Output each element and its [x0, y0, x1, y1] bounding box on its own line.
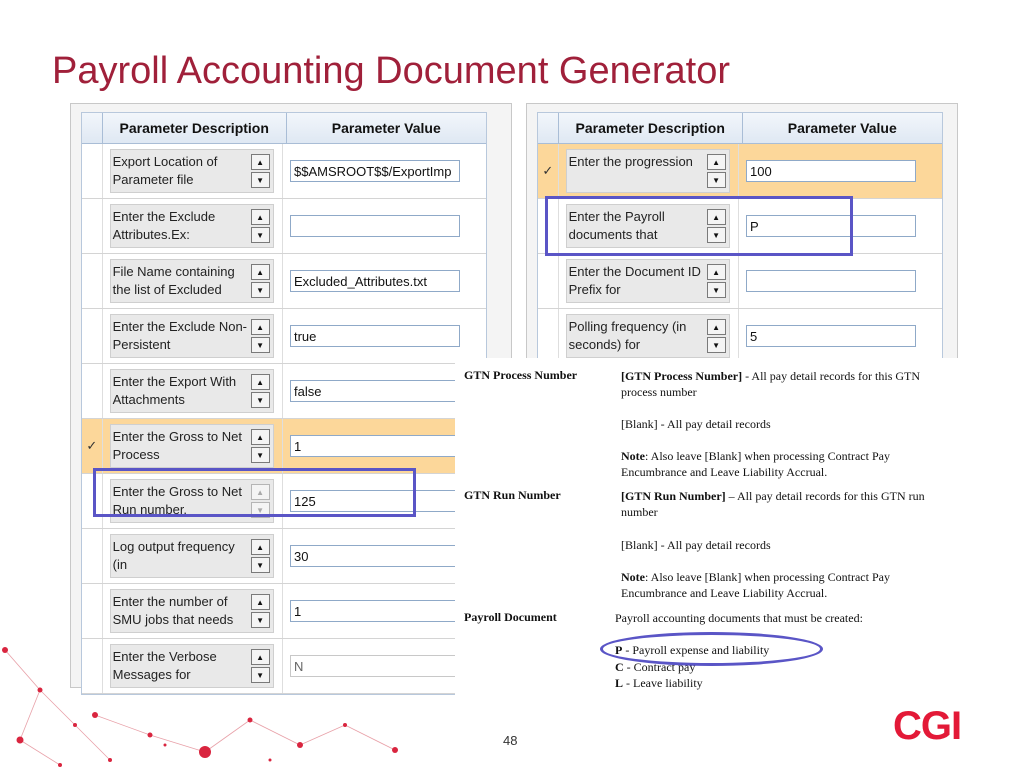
description-text: Polling frequency (in seconds) for [568, 319, 687, 352]
scroll-up-icon[interactable]: ▲ [251, 594, 270, 610]
description-box [110, 259, 274, 303]
left-grid-rows [82, 144, 486, 694]
left-col-header-description[interactable]: Parameter Description [103, 113, 287, 143]
doc-gtn-process-line1 [621, 368, 951, 400]
value-cell [739, 144, 942, 198]
right-grid-gutter-header [538, 113, 559, 143]
right-grid-header [538, 113, 942, 144]
page-number: 48 [503, 733, 518, 748]
scroll-down-icon[interactable]: ▼ [251, 612, 270, 628]
value-cell [283, 309, 486, 363]
scroll-down-icon[interactable]: ▼ [707, 227, 726, 243]
value-cell [283, 254, 486, 308]
value-cell [739, 254, 942, 308]
description-cell [103, 309, 283, 363]
scroll-down-icon[interactable]: ▼ [707, 282, 726, 298]
doc-option-text-l: - Leave liability [623, 676, 703, 690]
left-grid-table [81, 112, 487, 695]
doc-gtn-process-code: [GTN Process Number] [621, 369, 743, 383]
doc-gtn-process-note-text: : Also leave [Blank] when processing Contract Pay Encumbrance and Leave Liability Accrual. [621, 449, 890, 479]
doc-option-code-l: L [615, 676, 624, 690]
cgi-logo: CGI [893, 704, 962, 748]
scroll-up-icon[interactable]: ▲ [251, 649, 270, 665]
scroll-spinner [707, 154, 726, 188]
description-text: Log output frequency (in [112, 539, 235, 572]
doc-gtn-run-note-label: Note [621, 570, 645, 584]
scroll-down-icon[interactable]: ▼ [251, 282, 270, 298]
scroll-down-icon[interactable]: ▼ [251, 667, 270, 683]
description-text: Enter the Exclude Attributes.Ex: [112, 209, 216, 242]
scroll-up-icon[interactable]: ▲ [251, 209, 270, 225]
right-table-row[interactable] [538, 254, 942, 309]
doc-gtn-process-desc: - All pay detail records for this GTN process number [621, 369, 921, 399]
scroll-down-icon[interactable]: ▼ [251, 172, 270, 188]
description-text: Enter the Exclude Non-Persistent [112, 319, 248, 352]
scroll-spinner [251, 649, 270, 683]
scroll-down-icon[interactable]: ▼ [251, 337, 270, 353]
doc-label-payroll-document: Payroll Document [464, 610, 557, 624]
left-table-row[interactable] [82, 254, 486, 309]
left-table-row[interactable] [82, 144, 486, 199]
parameter-value-input[interactable]: 100 [746, 160, 916, 182]
scroll-spinner [707, 319, 726, 353]
value-cell [283, 144, 486, 198]
row-check-icon [82, 254, 103, 308]
right-col-header-value[interactable]: Parameter Value [787, 120, 897, 136]
scroll-down-icon[interactable]: ▼ [707, 337, 726, 353]
doc-option-code-c: C [615, 660, 624, 674]
doc-option-text-p: - Payroll expense and liability [622, 643, 770, 657]
description-cell [103, 364, 283, 418]
left-table-row[interactable] [82, 199, 486, 254]
scroll-spinner [251, 594, 270, 628]
right-table-row[interactable] [538, 144, 942, 199]
scroll-up-icon[interactable]: ▲ [251, 374, 270, 390]
right-col-header-description[interactable]: Parameter Description [559, 113, 743, 143]
row-check-icon [82, 309, 103, 363]
doc-payroll-intro: Payroll accounting documents that must be created: [615, 611, 863, 625]
left-col-header-value[interactable]: Parameter Value [331, 120, 441, 136]
scroll-down-icon[interactable]: ▼ [707, 172, 726, 188]
parameter-value-input[interactable]: false [290, 380, 460, 402]
left-table-row[interactable] [82, 584, 486, 639]
description-text: Enter the Payroll documents that [568, 209, 665, 242]
doc-option-text-c: - Contract pay [623, 660, 696, 674]
row-check-icon: ✓ [82, 419, 103, 473]
left-parameter-grid [70, 103, 512, 688]
left-table-row[interactable] [82, 364, 486, 419]
parameter-value-input[interactable]: true [290, 325, 460, 347]
description-box [110, 149, 274, 193]
description-cell [559, 144, 739, 198]
right-table-row[interactable] [538, 309, 942, 364]
value-cell [739, 309, 942, 363]
parameter-value-input[interactable]: Excluded_Attributes.txt [290, 270, 460, 292]
doc-gtn-run-blank: [Blank] - All pay detail records [621, 538, 771, 552]
scroll-down-icon[interactable]: ▼ [251, 557, 270, 573]
highlight-gtn-run-row [93, 468, 416, 517]
row-check-icon: ✓ [538, 144, 559, 198]
description-box [566, 314, 730, 358]
doc-option-code-p: P [615, 643, 623, 657]
description-text: Enter the Export With Attachments [112, 374, 237, 407]
scroll-spinner [251, 264, 270, 298]
row-check-icon [538, 309, 559, 363]
row-check-icon [82, 364, 103, 418]
highlight-payroll-option-p [600, 632, 823, 666]
scroll-up-icon[interactable]: ▲ [251, 539, 270, 555]
scroll-up-icon[interactable]: ▲ [251, 264, 270, 280]
parameter-value-input[interactable]: 125 [290, 490, 460, 512]
parameter-value-input[interactable]: $$AMSROOT$$/ExportImp [290, 160, 460, 182]
doc-gtn-run-desc: – All pay detail records for this GTN run number [621, 489, 925, 519]
description-cell [559, 309, 739, 363]
row-check-icon [82, 144, 103, 198]
parameter-value-input[interactable]: N [290, 655, 460, 677]
description-box [110, 424, 274, 468]
description-cell [103, 639, 283, 693]
description-text: Export Location of Parameter file [112, 154, 218, 187]
parameter-value-input[interactable]: 1 [290, 600, 460, 622]
description-text: Enter the Verbose Messages for [112, 649, 217, 682]
scroll-spinner [251, 154, 270, 188]
scroll-down-icon[interactable]: ▼ [251, 447, 270, 463]
doc-label-gtn-process: GTN Process Number [464, 368, 578, 382]
left-grid-gutter-header [82, 113, 103, 143]
left-table-row[interactable] [82, 529, 486, 584]
scroll-spinner [251, 374, 270, 408]
description-cell [103, 419, 283, 473]
scroll-up-icon[interactable]: ▲ [251, 154, 270, 170]
description-box [110, 534, 274, 578]
doc-gtn-process-note [621, 448, 951, 480]
left-table-row[interactable] [82, 639, 486, 694]
description-box [110, 369, 274, 413]
row-check-icon [82, 199, 103, 253]
description-text: Enter the progression [568, 154, 693, 169]
doc-gtn-run-line1 [621, 488, 951, 520]
parameter-value-input[interactable] [290, 215, 460, 237]
scroll-spinner [251, 539, 270, 573]
description-cell [103, 254, 283, 308]
scroll-up-icon[interactable]: ▲ [251, 484, 270, 500]
doc-gtn-process-blank: [Blank] - All pay detail records [621, 417, 771, 431]
doc-label-gtn-run: GTN Run Number [464, 488, 561, 502]
scroll-spinner [251, 209, 270, 243]
scroll-up-icon[interactable]: ▲ [707, 319, 726, 335]
highlight-payroll-documents-row [545, 196, 853, 256]
description-cell [103, 144, 283, 198]
description-cell [559, 254, 739, 308]
parameter-value-input[interactable]: P [746, 215, 916, 237]
row-check-icon [82, 529, 103, 583]
scroll-spinner [251, 319, 270, 353]
parameter-value-input[interactable] [746, 270, 916, 292]
scroll-spinner [251, 429, 270, 463]
doc-gtn-run-note [621, 569, 951, 601]
description-text: Enter the number of SMU jobs that needs [112, 594, 234, 627]
description-cell [103, 199, 283, 253]
doc-gtn-run-note-text: : Also leave [Blank] when processing Contract Pay Encumbrance and Leave Liability Accrual. [621, 570, 890, 600]
parameter-value-input[interactable]: 5 [746, 325, 916, 347]
row-check-icon [538, 254, 559, 308]
left-grid-header [82, 113, 486, 144]
doc-gtn-run-code: [GTN Run Number] [621, 489, 726, 503]
description-box [110, 314, 274, 358]
left-table-row[interactable] [82, 419, 486, 474]
scroll-up-icon[interactable]: ▲ [707, 264, 726, 280]
description-cell [103, 584, 283, 638]
description-text: File Name containing the list of Excluded [112, 264, 235, 297]
doc-gtn-process-note-label: Note [621, 449, 645, 463]
description-box [566, 149, 730, 193]
description-text: Enter the Gross to Net Process [112, 429, 242, 462]
scroll-spinner [707, 264, 726, 298]
slide-title: Payroll Accounting Document Generator [52, 50, 731, 92]
description-box [110, 204, 274, 248]
description-cell [103, 529, 283, 583]
scroll-down-icon[interactable]: ▼ [251, 392, 270, 408]
scroll-up-icon[interactable]: ▲ [707, 209, 726, 225]
row-check-icon [82, 639, 103, 693]
parameter-value-input[interactable]: 30 [290, 545, 460, 567]
description-box [110, 644, 274, 688]
scroll-down-icon[interactable]: ▼ [251, 227, 270, 243]
scroll-up-icon[interactable]: ▲ [707, 154, 726, 170]
scroll-up-icon[interactable]: ▲ [251, 429, 270, 445]
value-cell [283, 199, 486, 253]
row-check-icon [82, 584, 103, 638]
description-box [110, 589, 274, 633]
scroll-up-icon[interactable]: ▲ [251, 319, 270, 335]
left-table-row[interactable] [82, 309, 486, 364]
scroll-down-icon[interactable]: ▼ [251, 502, 270, 518]
parameter-value-input[interactable]: 1 [290, 435, 460, 457]
description-text: Enter the Gross to Net Run number. [112, 484, 242, 517]
doc-payroll-option-l [615, 675, 835, 691]
description-text: Enter the Document ID Prefix for [568, 264, 701, 297]
description-box [566, 259, 730, 303]
